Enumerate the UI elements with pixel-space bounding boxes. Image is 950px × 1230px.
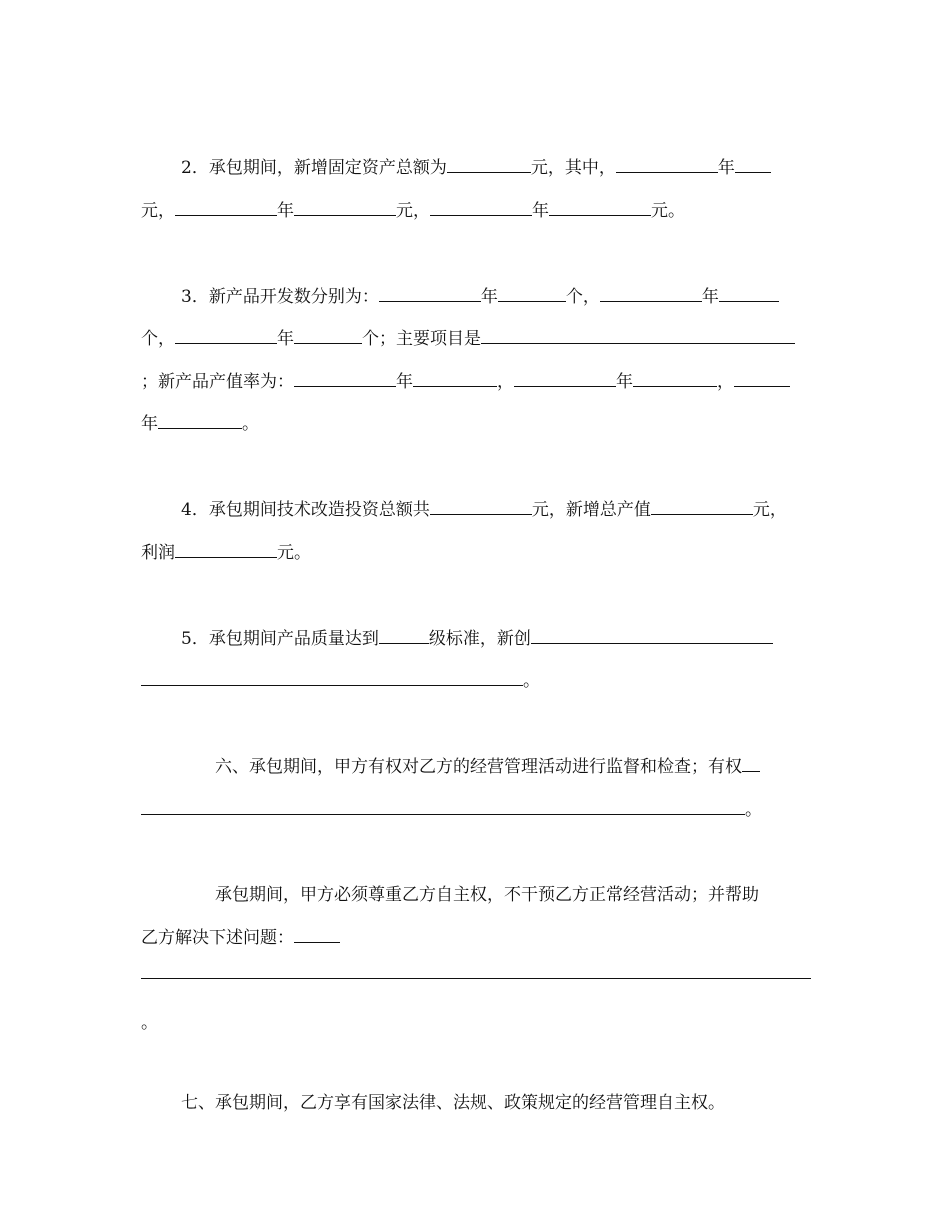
para-2-text: 年	[532, 201, 549, 221]
blank-field[interactable]	[734, 368, 790, 387]
blank-field[interactable]	[447, 154, 531, 173]
para-3-line-3	[141, 368, 811, 394]
para-3-text: 3．新产品开发数分别为：	[181, 287, 379, 307]
para-3-text: 年	[701, 287, 719, 307]
clause-7-line-1	[141, 1090, 811, 1116]
blank-field[interactable]	[616, 154, 718, 173]
clause-6b-text: 。	[141, 1013, 158, 1033]
para-2-text: 元。	[651, 201, 685, 221]
para-5-line-2	[141, 667, 811, 693]
blank-field[interactable]	[294, 197, 396, 216]
clause-6b-line-4	[141, 1010, 811, 1036]
para-4-text: 4．承包期间技术改造投资总额共	[181, 500, 430, 520]
blank-field[interactable]	[633, 368, 717, 387]
blank-field[interactable]	[141, 667, 523, 686]
para-5-text: 级标准，新创	[428, 629, 531, 649]
blank-field[interactable]	[531, 625, 773, 644]
para-3-text: 个，	[565, 287, 600, 307]
para-3-text: ，	[497, 372, 514, 392]
para-4-text: 元，	[752, 500, 787, 520]
para-3-text: 。	[242, 414, 259, 434]
para-3-text: 年	[141, 414, 158, 434]
para-3-line-4	[141, 410, 811, 436]
blank-field[interactable]	[175, 539, 277, 558]
para-4-line-2	[141, 539, 811, 565]
blank-field[interactable]	[514, 368, 616, 387]
clause-6b-text: 承包期间，甲方必须尊重乙方自主权，不干预乙方正常经营活动；并帮助	[215, 885, 759, 905]
blank-field[interactable]	[294, 924, 340, 943]
blank-field[interactable]	[413, 368, 497, 387]
blank-field[interactable]	[141, 978, 811, 979]
clause-6-line-1	[141, 753, 811, 779]
para-5-text: 5．承包期间产品质量达到	[181, 629, 379, 649]
para-2-line-1	[141, 154, 811, 180]
clause-7-text: 七、承包期间，乙方享有国家法律、法规、政策规定的经营管理自主权。	[181, 1093, 725, 1113]
blank-field[interactable]	[600, 283, 702, 302]
blank-field[interactable]	[379, 625, 429, 644]
para-3-text: 个，	[141, 329, 175, 349]
blank-field[interactable]	[141, 796, 745, 815]
para-4-text: 利润	[141, 543, 175, 563]
blank-field[interactable]	[430, 496, 532, 515]
clause-6b-line-2	[141, 924, 811, 950]
clause-6-line-2	[141, 796, 811, 822]
blank-field[interactable]	[651, 496, 753, 515]
para-2-text: 年	[717, 158, 735, 178]
blank-field[interactable]	[430, 197, 532, 216]
para-5-line-1	[141, 625, 811, 651]
para-3-text: 年	[277, 329, 294, 349]
para-3-line-1	[141, 283, 811, 309]
blank-field[interactable]	[742, 753, 760, 772]
blank-field[interactable]	[735, 154, 771, 173]
blank-field[interactable]	[175, 325, 277, 344]
blank-field[interactable]	[481, 325, 795, 344]
para-3-text: 年	[616, 372, 633, 392]
blank-field[interactable]	[379, 283, 481, 302]
para-4-text: 元。	[277, 543, 311, 563]
blank-field[interactable]	[294, 368, 396, 387]
para-2-text: 2．承包期间，新增固定资产总额为	[181, 158, 447, 178]
clause-6-text: 六、承包期间，甲方有权对乙方的经营管理活动进行监督和检查；有权	[215, 757, 742, 777]
para-2-text: 元，	[396, 201, 430, 221]
para-4-text: 元，新增总产值	[531, 500, 651, 520]
para-5-text: 。	[523, 671, 540, 691]
para-2-text: 元，其中，	[530, 158, 616, 178]
blank-field[interactable]	[719, 283, 779, 302]
blank-field[interactable]	[175, 197, 277, 216]
clause-6-text: 。	[745, 800, 762, 820]
para-4-line-1	[141, 496, 811, 522]
blank-field[interactable]	[498, 283, 566, 302]
blank-field[interactable]	[158, 410, 242, 429]
para-2-text: 元，	[141, 201, 175, 221]
para-2-text: 年	[277, 201, 294, 221]
blank-field[interactable]	[294, 325, 362, 344]
para-3-text: ；新产品产值率为：	[141, 372, 294, 392]
para-3-text: 个；主要项目是	[362, 329, 481, 349]
para-2-line-2	[141, 197, 811, 223]
para-3-text: 年	[480, 287, 498, 307]
blank-field[interactable]	[549, 197, 651, 216]
clause-6b-line-1	[141, 882, 811, 908]
clause-6b-text: 乙方解决下述问题：	[141, 928, 294, 948]
para-3-line-2	[141, 325, 811, 351]
para-3-text: ，	[717, 372, 734, 392]
para-3-text: 年	[396, 372, 413, 392]
